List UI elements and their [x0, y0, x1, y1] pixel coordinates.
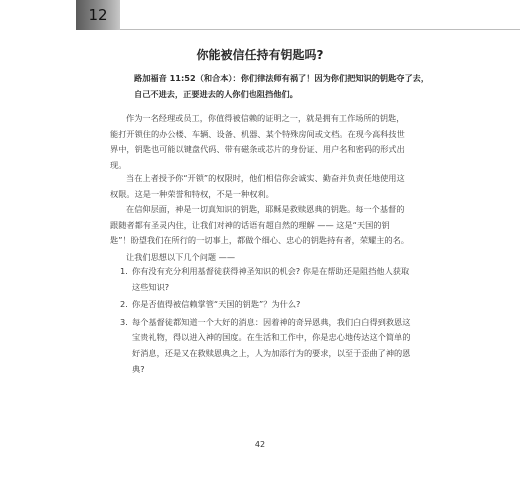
chapter-number-tab [76, 0, 120, 30]
verse-text: 你们律法师有祸了！因为你们把知识的钥匙夺了去，自己不进去，正要进去的人你们也阻挡他们。 [134, 73, 430, 99]
paragraph-3: 在信仰层面，神是一切真知识的钥匙，耶稣是救赎恩典的钥匙。每一个基督的跟随者都有圣灵内住，让我们对神的话语有超自然的理解 —— 这是“天国的钥匙”！盼望我们在所行的一切事上，都做个细心、忠心的钥匙持有者，荣耀主的名。 [110, 204, 409, 246]
page-title: 你能被信任持有钥匙吗? [196, 48, 324, 62]
list-item-number: 2. [120, 299, 128, 310]
paragraph-4: 让我们思想以下几个问题 —— [126, 252, 236, 262]
paragraph-1: 作为一名经理或员工，你值得被信赖的证明之一，就是拥有工作场所的钥匙，能打开锁住的办公楼、车辆、设备、机器、某个特殊房间或文档。在现今高科技世界中，钥匙也可能以键盘代码、带有磁条或芯片的身份证、用户名和密码的形式出现。 [110, 113, 405, 170]
list-item-text: 你有没有充分利用基督徒获得神圣知识的机会? 你是在帮助还是阻挡他人获取这些知识? [132, 266, 410, 292]
list-item-text: 你是否值得被信赖掌管“天国的钥匙”？为什么? [132, 299, 301, 310]
list-item-number: 1. [120, 266, 128, 276]
paragraph-2: 当在上者授予你“开锁”的权限时，他们相信你会诚实、勤奋并负责任地使用这权限。这是一种荣誉和特权，不是一种权利。 [110, 173, 405, 199]
list-item [120, 264, 414, 295]
header-rule [120, 29, 520, 30]
chapter-number: 12 [88, 6, 108, 24]
list-item [120, 315, 414, 377]
page-number: 42 [254, 440, 266, 449]
question-list [120, 264, 414, 379]
list-item-text: 每个基督徒都知道一个大好的消息：因着神的奇异恩典，我们白白得到救恩这宝贵礼物，得以进入神的国度。在生活和工作中，你是忠心地传达这个简单的好消息，还是又在救赎恩典之上，人为加添行为的要求，以至于歪曲了神的恩典? [132, 316, 411, 374]
list-item-number: 3. [120, 316, 128, 327]
scripture-verse [134, 70, 430, 102]
verse-reference: 路加福音 11:52（和合本）： [134, 73, 241, 83]
list-item [120, 297, 414, 313]
